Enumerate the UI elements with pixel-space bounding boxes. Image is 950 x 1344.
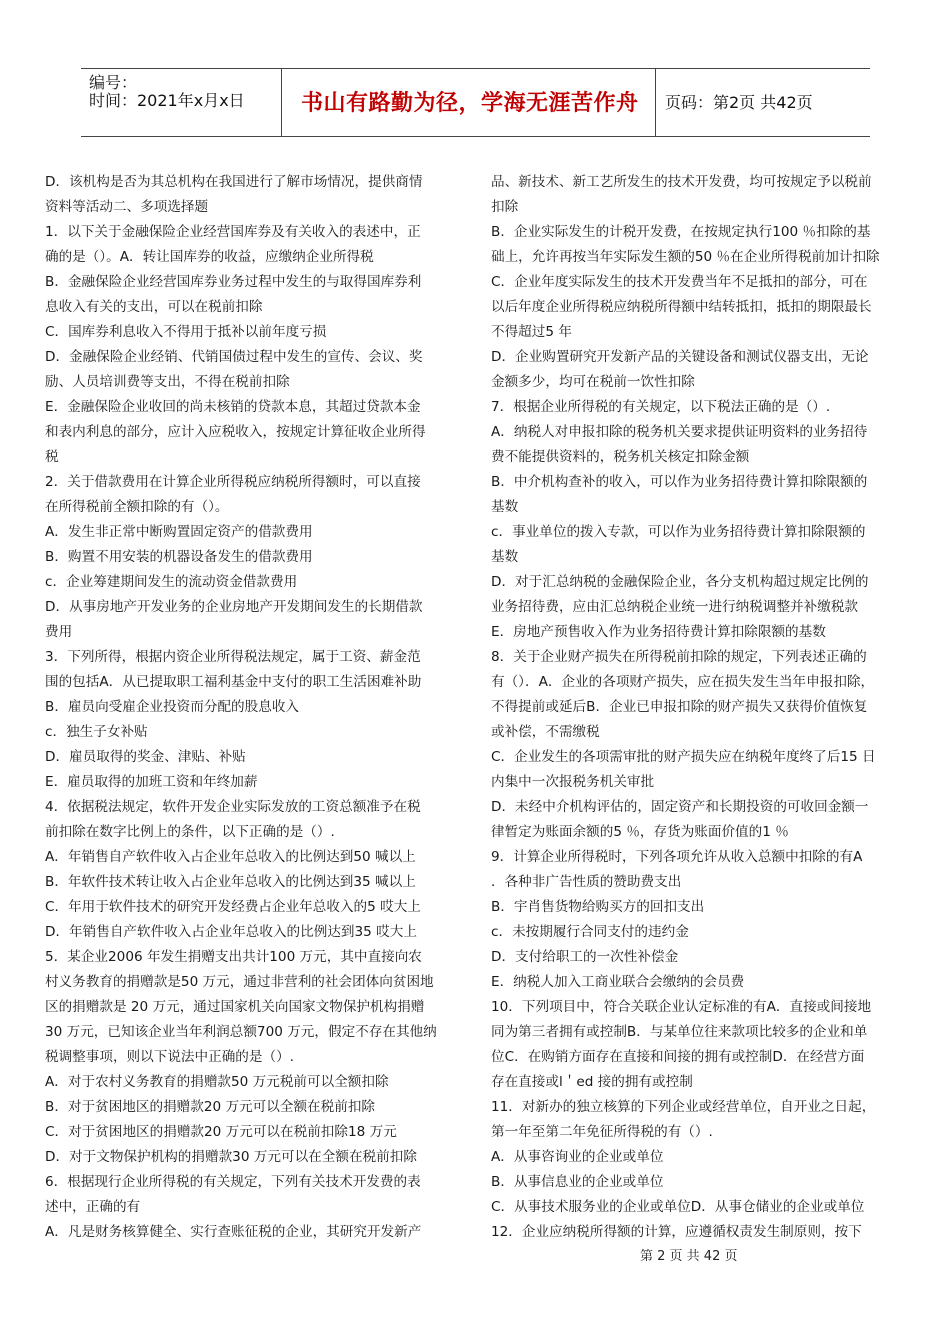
text-line: 村义务教育的捐赠款是50 万元，通过非营利的社会团体向贫困地 <box>45 974 434 990</box>
text-line: D．从事房地产开发业务的企业房地产开发期间发生的长期借款 <box>45 599 423 615</box>
footer-page-number: 第 2 页 共 42 页 <box>640 1249 738 1264</box>
text-line: C．年用于软件技术的研究开发经费占企业年总收入的5 哎大上 <box>45 899 421 915</box>
text-line: A．发生非正常中断购置固定资产的借款费用 <box>45 524 313 540</box>
text-line: B．宇肖售货物给购买方的回扣支出 <box>491 899 705 915</box>
text-line: D．企业购置研究开发新产品的关键设备和测试仪器支出，无论 <box>491 349 869 365</box>
text-line: 30 万元，已知该企业当年利润总额700 万元，假定不存在其他纳 <box>45 1024 437 1040</box>
text-line: 业务招待费，应由汇总纳税企业统一进行纳税调整并补缴税款 <box>491 599 859 615</box>
text-line: 围的包括A．从已提取职工福利基金中支付的职工生活困难补助 <box>45 674 422 690</box>
text-line: 前扣除在数字比例上的条件，以下正确的是（）. <box>45 824 335 840</box>
text-line: 2．关于借款费用在计算企业所得税应纳税所得额时，可以直接 <box>45 474 421 490</box>
text-line: D．金融保险企业经销、代销国债过程中发生的宣传、会议、奖 <box>45 349 423 365</box>
text-line: D．支付给职工的一次性补偿金 <box>491 949 679 965</box>
text-line: E．雇员取得的加班工资和年终加薪 <box>45 774 258 790</box>
text-line: D．未经中介机构评估的，固定资产和长期投资的可收回金额一 <box>491 799 869 815</box>
document-date-label: 时间：2021年x月x日 <box>89 91 245 110</box>
document-number-label: 编号： <box>89 73 138 92</box>
text-line: 资料等活动二、多项选择题 <box>45 199 209 215</box>
text-line: 确的是（）。A．转让国库券的收益，应缴纳企业所得税 <box>45 249 374 265</box>
text-line: 有（）．A．企业的各项财产损失，应在损失发生当年申报扣除， <box>491 674 875 690</box>
text-line: B．雇员向受雇企业投资而分配的股息收入 <box>45 699 300 715</box>
right-text-column <box>491 170 901 1245</box>
header-bottom-rule <box>81 136 870 137</box>
text-line: D．该机构是否为其总机构在我国进行了解市场情况，提供商情 <box>45 174 423 190</box>
text-line: 费用 <box>45 624 73 640</box>
text-line: 在所得税前全额扣除的有（）。 <box>45 499 229 515</box>
text-line: D．年销售自产软件收入占企业年总收入的比例达到35 哎大上 <box>45 924 417 940</box>
text-line: E．纳税人加入工商业联合会缴纳的会员费 <box>491 974 745 990</box>
text-line: 税 <box>45 449 59 465</box>
text-line: B．企业实际发生的计税开发费，在按规定执行100 ％扣除的基 <box>491 224 871 240</box>
text-line: 品、新技术、新工艺所发生的技术开发费，均可按规定予以税前 <box>491 174 872 190</box>
text-line: 律暂定为账面余额的5 ％，存货为账面价值的1 ％ <box>491 824 789 840</box>
text-line: 内集中一次报税务机关审批 <box>491 774 655 790</box>
text-line: 基数 <box>491 549 519 565</box>
text-line: 税调整事项，则以下说法中正确的是（）. <box>45 1049 295 1065</box>
text-line: C．对于贫困地区的捐赠款20 万元可以在税前扣除18 万元 <box>45 1124 397 1140</box>
text-line: B．金融保险企业经营国库券业务过程中发生的与取得国库券利 <box>45 274 422 290</box>
text-line: c．企业筹建期间发生的流动资金借款费用 <box>45 574 298 590</box>
text-line: 8．关于企业财产损失在所得税前扣除的规定，下列表述正确的 <box>491 649 867 665</box>
header-page-label: 页码：第2页 共42页 <box>665 93 813 112</box>
text-line: 础上，允许再按当年实际发生额的50 ％在企业所得税前加计扣除 <box>491 249 880 265</box>
text-line: B．从事信息业的企业或单位 <box>491 1174 664 1190</box>
text-line: 或补偿，不需缴税 <box>491 724 600 740</box>
text-line: A．从事咨询业的企业或单位 <box>491 1149 664 1165</box>
header-divider-right <box>655 68 656 136</box>
text-line: 4．依据税法规定，软件开发企业实际发放的工资总额准予在税 <box>45 799 421 815</box>
text-line: 同为第三者拥有或控制B．与某单位往来款项比较多的企业和单 <box>491 1024 868 1040</box>
text-line: 金额多少，均可在税前一饮性扣除 <box>491 374 695 390</box>
text-line: 10．下列项目中，符合关联企业认定标准的有A．直接或间接地 <box>491 999 872 1015</box>
text-line: A．凡是财务核算健全、实行查账征税的企业，其研究开发新产 <box>45 1224 422 1240</box>
header-motto: 书山有路勤为径，学海无涯苦作舟 <box>301 91 639 116</box>
text-line: E．金融保险企业收回的尚未核销的贷款本息，其超过贷款本金 <box>45 399 421 415</box>
text-line: 和表内利息的部分，应计入应税收入，按规定计算征收企业所得 <box>45 424 426 440</box>
text-line: C．企业年度实际发生的技术开发费当年不足抵扣的部分，可在 <box>491 274 868 290</box>
left-text-column <box>45 170 455 1245</box>
text-line: 费不能提供资料的，税务机关核定扣除金额 <box>491 449 750 465</box>
text-line: 区的捐赠款是 20 万元，通过国家机关向国家文物保护机构捐赠 <box>45 999 425 1015</box>
text-line: 以后年度企业所得税应纳税所得额中结转抵扣，抵扣的期限最长 <box>491 299 872 315</box>
text-line: 位C．在购销方面存在直接和间接的拥有或控制D．在经营方面 <box>491 1049 865 1065</box>
header-divider-left <box>281 68 282 136</box>
text-line: 3．下列所得，根据内资企业所得税法规定，属于工资、薪金范 <box>45 649 421 665</box>
text-line: 励、人员培训费等支出，不得在税前扣除 <box>45 374 290 390</box>
text-line: A．纳税人对申报扣除的税务机关要求提供证明资料的业务招待 <box>491 424 868 440</box>
text-line: c．事业单位的拨入专款，可以作为业务招待费计算扣除限额的 <box>491 524 866 540</box>
text-line: 不得提前或延后B．企业已申报扣除的财产损失又获得价值恢复 <box>491 699 868 715</box>
text-line: 12．企业应纳税所得额的计算，应遵循权责发生制原则，按下 <box>491 1224 862 1240</box>
text-line: C．从事技术服务业的企业或单位D．从事仓储业的企业或单位 <box>491 1199 865 1215</box>
text-line: A．对于农村义务教育的捐赠款50 万元税前可以全额扣除 <box>45 1074 389 1090</box>
text-line: 第一年至第二年免征所得税的有（）. <box>491 1124 713 1140</box>
text-line: 9．计算企业所得税时，下列各项允许从收入总额中扣除的有A <box>491 849 863 865</box>
text-line: B．购置不用安装的机器设备发生的借款费用 <box>45 549 313 565</box>
header-top-rule <box>81 68 870 69</box>
text-line: A．年销售自产软件收入占企业年总收入的比例达到50 喊以上 <box>45 849 416 865</box>
text-line: 6．根据现行企业所得税的有关规定，下列有关技术开发费的表 <box>45 1174 421 1190</box>
text-line: E．房地产预售收入作为业务招待费计算扣除限额的基数 <box>491 624 826 640</box>
text-line: 存在直接或l＇ed 接的拥有或控制 <box>491 1074 693 1090</box>
text-line: D．对于汇总纳税的金融保险企业，各分支机构超过规定比例的 <box>491 574 869 590</box>
text-line: 11．对新办的独立核算的下列企业或经营单位，自开业之日起， <box>491 1099 876 1115</box>
text-line: B．中介机构查补的收入，可以作为业务招待费计算扣除限额的 <box>491 474 868 490</box>
text-line: D．对于文物保护机构的捐赠款30 万元可以在全额在税前扣除 <box>45 1149 417 1165</box>
text-line: B．对于贫困地区的捐赠款20 万元可以全额在税前扣除 <box>45 1099 376 1115</box>
text-line: 扣除 <box>491 199 519 215</box>
text-line: 基数 <box>491 499 519 515</box>
text-line: D．雇员取得的奖金、津贴、补贴 <box>45 749 246 765</box>
text-line: B．年软件技术转让收入占企业年总收入的比例达到35 喊以上 <box>45 874 416 890</box>
text-line: C．企业发生的各项需审批的财产损失应在纳税年度终了后15 日 <box>491 749 876 765</box>
text-line: 1．以下关于金融保险企业经营国库券及有关收入的表述中，正 <box>45 224 421 240</box>
text-line: c．独生子女补贴 <box>45 724 148 740</box>
text-line: 不得超过5 年 <box>491 324 572 340</box>
text-line: 5．某企业2006 年发生捐赠支出共计100 万元，其中直接向农 <box>45 949 422 965</box>
text-line: 述中，正确的有 <box>45 1199 141 1215</box>
text-line: 7．根据企业所得税的有关规定，以下税法正确的是（）. <box>491 399 831 415</box>
text-line: c．未按期履行合同支付的违约金 <box>491 924 689 940</box>
text-line: 息收入有关的支出，可以在税前扣除 <box>45 299 263 315</box>
text-line: ．各种非广告性质的赞助费支出 <box>491 874 682 890</box>
text-line: C．国库券利息收入不得用于抵补以前年度亏损 <box>45 324 327 340</box>
